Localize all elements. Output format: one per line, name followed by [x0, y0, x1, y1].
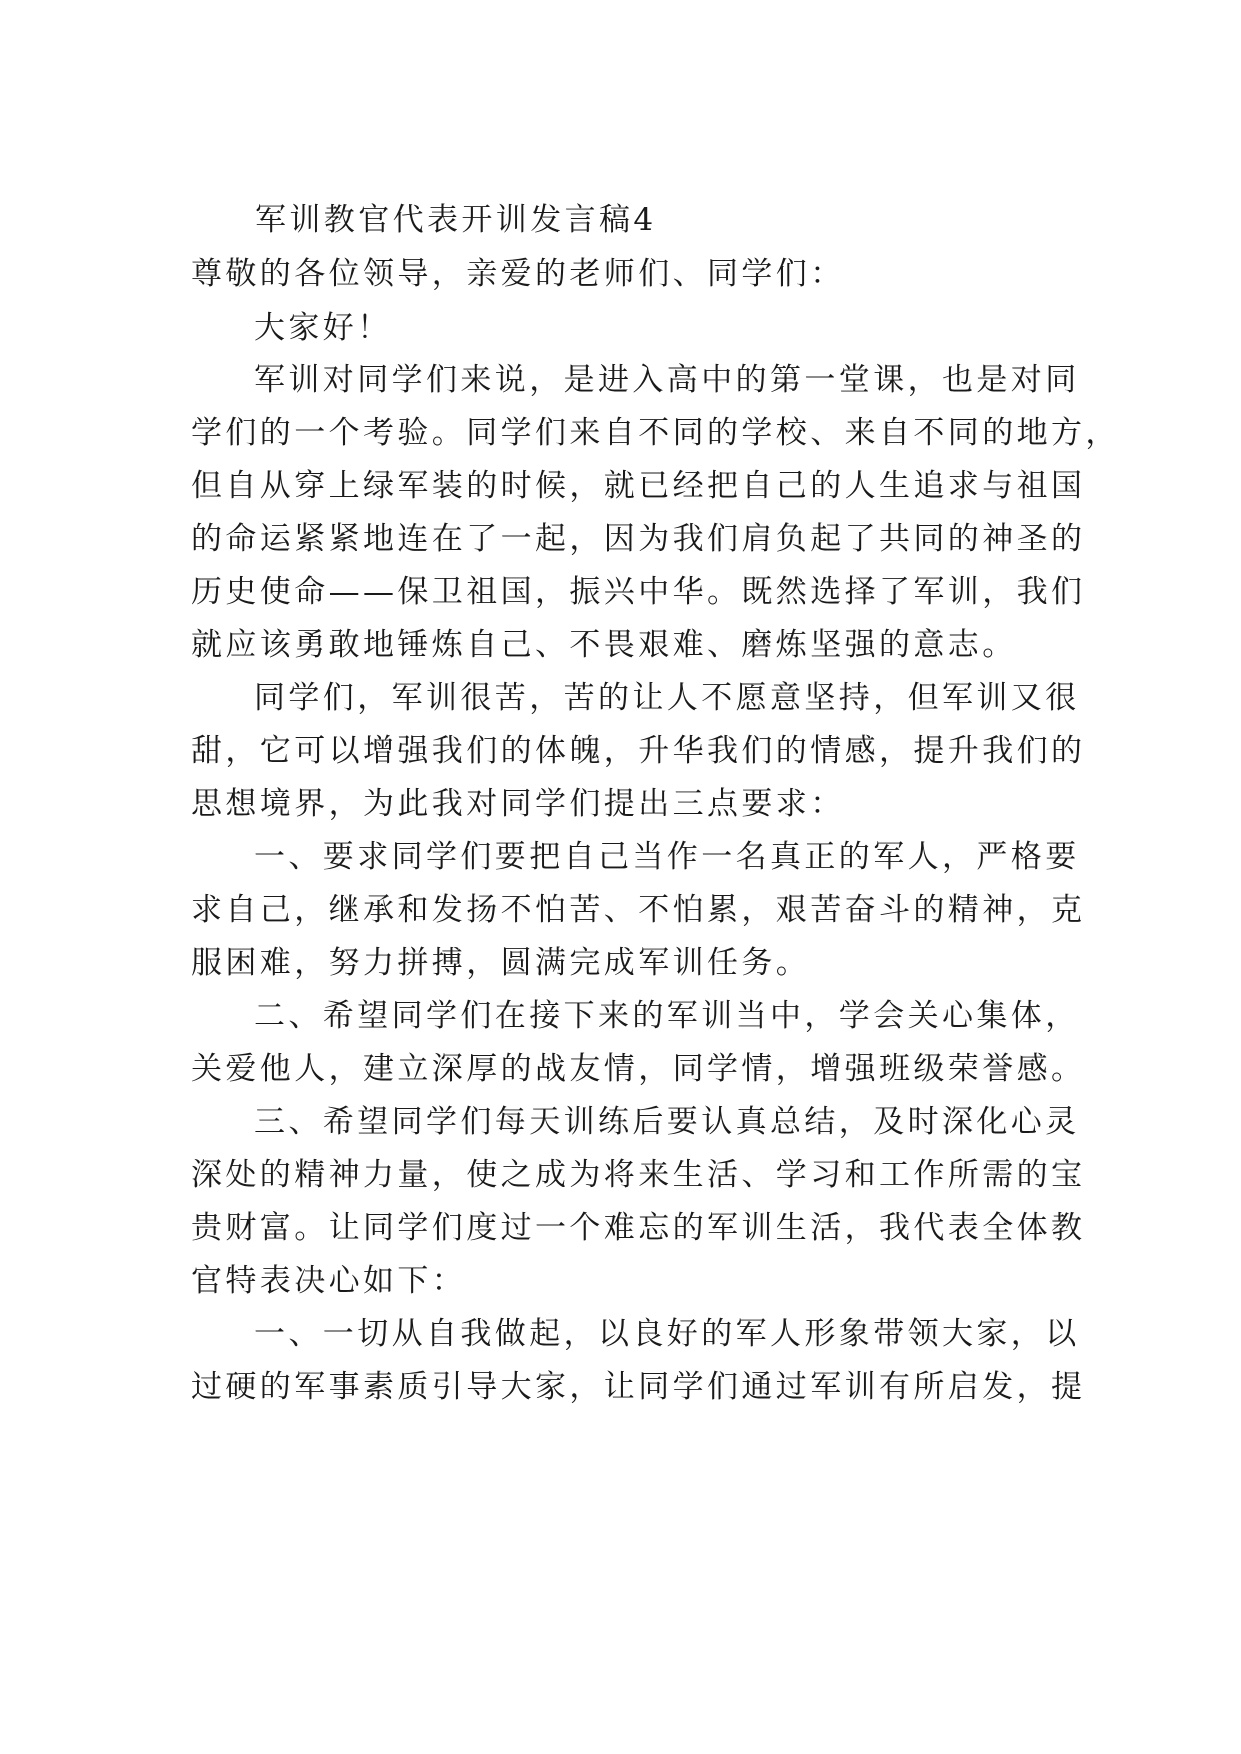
- body-line: 一、一切从自我做起，以良好的军人形象带领大家，以: [254, 1316, 1080, 1352]
- body-line: 关爱他人，建立深厚的战友情，同学情，增强班级荣誉感。: [191, 1051, 1086, 1087]
- body-line: 同学们，军训很苦，苦的让人不愿意坚持，但军训又很: [254, 680, 1080, 716]
- body-line: 过硬的军事素质引导大家，让同学们通过军训有所启发，提: [191, 1369, 1086, 1405]
- salutation: 尊敬的各位领导，亲爱的老师们、同学们：: [191, 256, 845, 292]
- document-title: 军训教官代表开训发言稿4: [255, 202, 657, 238]
- body-line: 思想境界，为此我对同学们提出三点要求：: [191, 786, 845, 822]
- body-line: 甜，它可以增强我们的体魄，升华我们的情感，提升我们的: [191, 733, 1086, 769]
- body-line: 三、希望同学们每天训练后要认真总结，及时深化心灵: [254, 1104, 1080, 1140]
- body-line: 历史使命——保卫祖国，振兴中华。既然选择了军训，我们: [191, 574, 1086, 610]
- body-line: 深处的精神力量，使之成为将来生活、学习和工作所需的宝: [191, 1157, 1086, 1193]
- body-line: 官特表决心如下：: [191, 1263, 467, 1299]
- body-line: 就应该勇敢地锤炼自己、不畏艰难、磨炼坚强的意志。: [191, 627, 1017, 663]
- body-line: 学们的一个考验。同学们来自不同的学校、来自不同的地方，: [191, 415, 1120, 451]
- greeting: 大家好！: [254, 310, 392, 346]
- body-line: 贵财富。让同学们度过一个难忘的军训生活，我代表全体教: [191, 1210, 1086, 1246]
- body-line: 的命运紧紧地连在了一起，因为我们肩负起了共同的神圣的: [191, 521, 1086, 557]
- body-line: 服困难，努力拼搏，圆满完成军训任务。: [191, 945, 811, 981]
- body-line: 军训对同学们来说，是进入高中的第一堂课，也是对同: [254, 362, 1080, 398]
- body-line: 但自从穿上绿军装的时候，就已经把自己的人生追求与祖国: [191, 468, 1086, 504]
- body-line: 求自己，继承和发扬不怕苦、不怕累，艰苦奋斗的精神，克: [191, 892, 1086, 928]
- body-line: 二、希望同学们在接下来的军训当中，学会关心集体，: [254, 998, 1080, 1034]
- body-line: 一、要求同学们要把自己当作一名真正的军人，严格要: [254, 839, 1080, 875]
